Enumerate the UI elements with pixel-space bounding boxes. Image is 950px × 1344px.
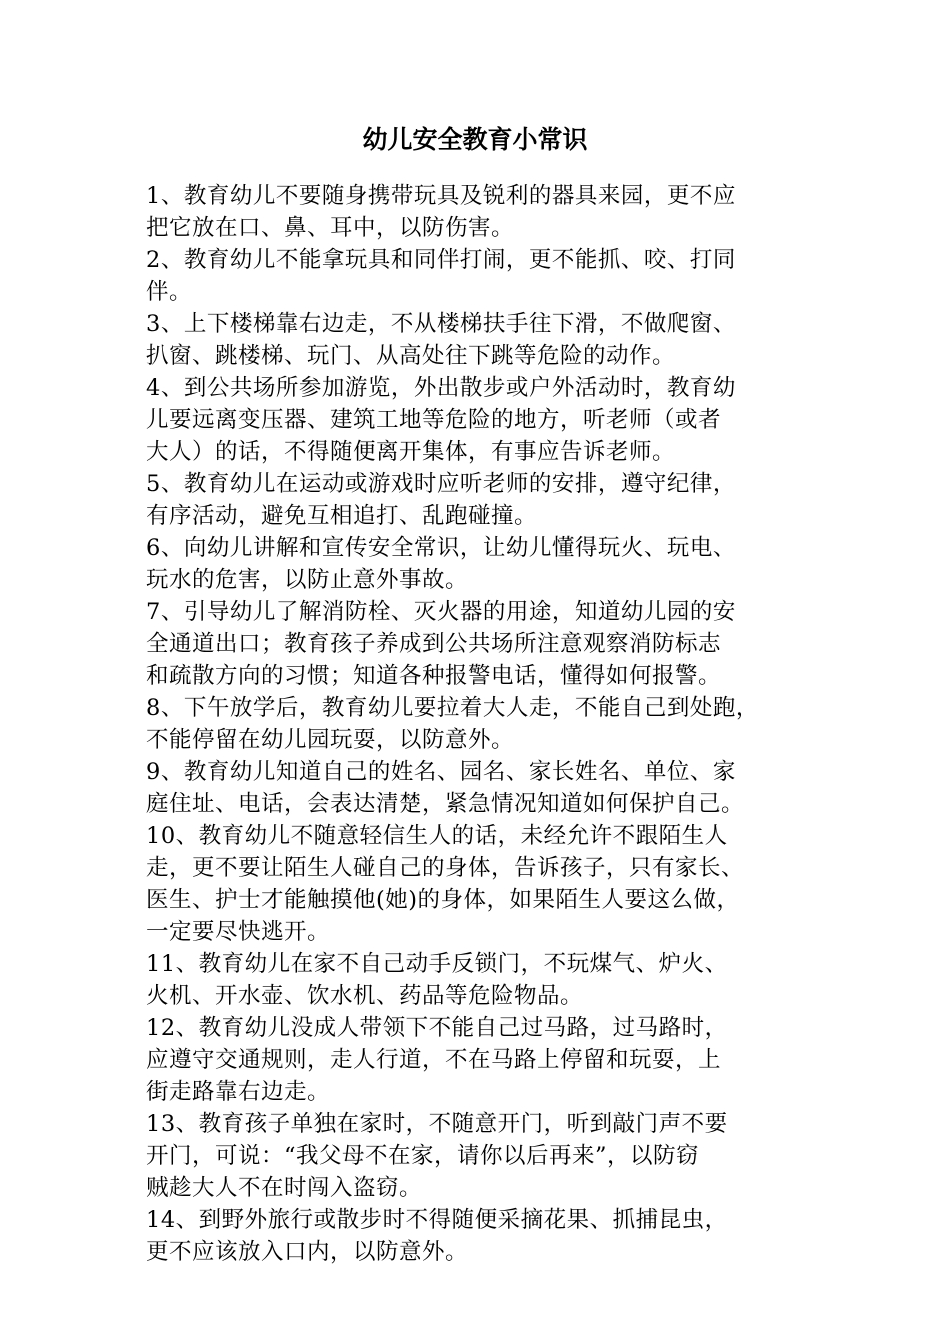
document-title: 幼儿安全教育小常识: [362, 125, 588, 154]
text-line: 和疏散方向的习惯；知道各种报警电话，懂得如何报警。: [146, 663, 722, 689]
text-line: 扒窗、跳楼梯、玩门、从高处往下跳等危险的动作。: [146, 343, 676, 369]
text-line: 全通道出口；教育孩子养成到公共场所注意观察消防标志: [146, 631, 722, 657]
text-line: 伴。: [146, 279, 193, 305]
text-line: 玩水的危害，以防止意外事故。: [146, 567, 469, 593]
text-line: 14、到野外旅行或散步时不得随便采摘花果、抓捕昆虫，: [146, 1207, 728, 1233]
text-line: 7、引导幼儿了解消防栓、灭火器的用途，知道幼儿园的安: [146, 599, 736, 625]
text-line: 1、教育幼儿不要随身携带玩具及锐利的器具来园，更不应: [146, 183, 736, 209]
text-line: 把它放在口、鼻、耳中，以防伤害。: [146, 215, 515, 241]
text-line: 大人）的话，不得随便离开集体，有事应告诉老师。: [146, 439, 676, 465]
text-line: 12、教育幼儿没成人带领下不能自己过马路，过马路时，: [146, 1015, 728, 1041]
text-line: 6、向幼儿讲解和宣传安全常识，让幼儿懂得玩火、玩电、: [146, 535, 736, 561]
text-line: 贼趁大人不在时闯入盗窃。: [146, 1175, 423, 1201]
document-body: [146, 180, 811, 1268]
text-line: 9、教育幼儿知道自己的姓名、园名、家长姓名、单位、家: [146, 759, 736, 785]
text-line: 医生、护士才能触摸他(她)的身体，如果陌生人要这么做，: [146, 887, 740, 913]
text-line: 街走路靠右边走。: [146, 1079, 331, 1105]
text-line: 13、教育孩子单独在家时，不随意开门，听到敲门声不要: [146, 1111, 728, 1137]
text-line: 11、教育幼儿在家不自己动手反锁门，不玩煤气、炉火、: [146, 951, 728, 977]
text-line: 开门，可说：“我父母不在家，请你以后再来”，以防窃: [146, 1143, 700, 1169]
text-line: 5、教育幼儿在运动或游戏时应听老师的安排，遵守纪律，: [146, 471, 736, 497]
text-line: 庭住址、电话，会表达清楚，紧急情况知道如何保护自己。: [146, 791, 745, 817]
text-line: 火机、开水壶、饮水机、药品等危险物品。: [146, 983, 584, 1009]
text-line: 8、下午放学后，教育幼儿要拉着大人走，不能自己到处跑，: [146, 695, 759, 721]
text-line: 一定要尽快逃开。: [146, 919, 331, 945]
text-line: 4、到公共场所参加游览，外出散步或户外活动时，教育幼: [146, 375, 736, 401]
text-line: 儿要远离变压器、建筑工地等危险的地方，听老师（或者: [146, 407, 722, 433]
text-line: 3、上下楼梯靠右边走，不从楼梯扶手往下滑，不做爬窗、: [146, 311, 736, 337]
text-line: 有序活动，避免互相追打、乱跑碰撞。: [146, 503, 538, 529]
text-line: 应遵守交通规则，走人行道，不在马路上停留和玩耍，上: [146, 1047, 722, 1073]
text-line: 走，更不要让陌生人碰自己的身体，告诉孩子，只有家长、: [146, 855, 745, 881]
text-line: 更不应该放入口内，以防意外。: [146, 1239, 469, 1265]
text-line: 不能停留在幼儿园玩耍，以防意外。: [146, 727, 515, 753]
text-line: 10、教育幼儿不随意轻信生人的话，未经允许不跟陌生人: [146, 823, 728, 849]
text-line: 2、教育幼儿不能拿玩具和同伴打闹，更不能抓、咬、打同: [146, 247, 736, 273]
